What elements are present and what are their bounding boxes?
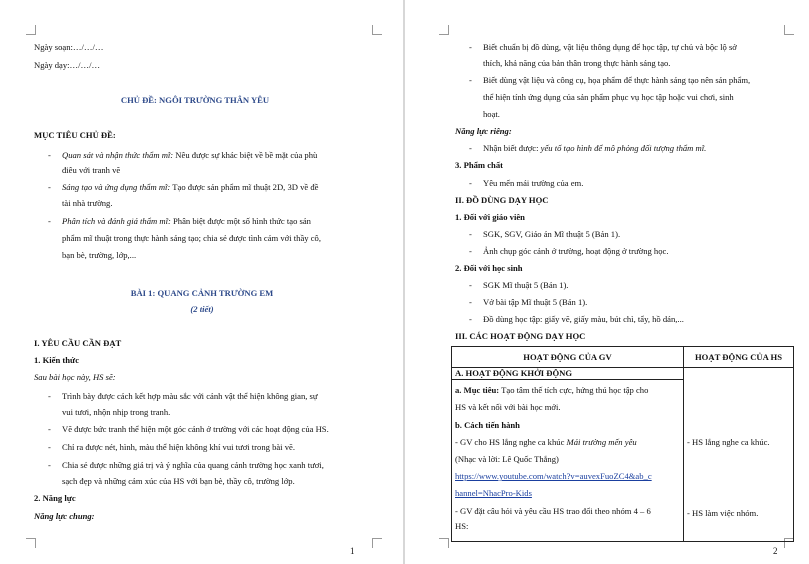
bullet-dash: - [48, 182, 51, 192]
student-material-3: Đồ dùng học tập: giấy vẽ, giấy màu, bút chì, tẩy, hồ dán,... [483, 314, 684, 324]
objective-3-cont2: bạn bè, trường, lớp,... [62, 250, 137, 260]
youtube-link[interactable]: https://www.youtube.com/watch?v=auvexFuoZC4&ab_c [455, 471, 652, 481]
gv-step-1-credit: (Nhạc và lời: Lê Quốc Thắng) [455, 454, 559, 464]
competence-1-cont: thích, khả năng của bản thân trong thực hành sáng tạo. [483, 58, 671, 68]
competence-1: Biết chuẩn bị đồ dùng, vật liệu thông dụng để học tập, tự chủ và bộc lộ sở [483, 42, 737, 52]
procedure-heading: b. Cách tiến hành [455, 420, 520, 430]
bullet-dash: - [469, 297, 472, 307]
competence-2-cont2: hoạt. [483, 109, 500, 119]
after-lesson-intro: Sau bài học này, HS sẽ: [34, 372, 116, 382]
knowledge-3: Chỉ ra được nét, hình, màu thể hiện không khí vui tươi trong bài vẽ. [62, 442, 295, 452]
ngay-soan: Ngày soạn:…/…/… [34, 42, 104, 52]
subsection-qualities: 3. Phẩm chất [455, 160, 503, 170]
subsection-competence: 2. Năng lực [34, 493, 76, 503]
objective-3-cont: phẩm mĩ thuật trong thực hành sáng tạo; chia sẻ được tình cảm với thầy cô, [62, 233, 321, 243]
quality-1: Yêu mến mái trường của em. [483, 178, 584, 188]
bullet-dash: - [469, 143, 472, 153]
bullet-dash: - [48, 424, 51, 434]
crop-mark [26, 25, 36, 35]
section-materials: II. ĐỒ DÙNG DẠY HỌC [455, 195, 549, 205]
page-2 [405, 0, 809, 564]
bullet-dash: - [48, 216, 51, 226]
knowledge-1: Trình bày được cách kết hợp màu sắc với cảnh vật thể hiện không gian, sự [62, 391, 318, 401]
bullet-dash: - [469, 178, 472, 188]
teacher-material-2: Ảnh chụp góc cảnh ở trường, hoạt động ở trường học. [483, 246, 669, 256]
bullet-dash: - [48, 460, 51, 470]
crop-mark [439, 538, 449, 548]
teacher-material-1: SGK, SGV, Giáo án Mĩ thuật 5 (Bản 1). [483, 229, 621, 239]
gv-step-2-cont: HS: [455, 521, 469, 531]
crop-mark [372, 25, 382, 35]
objective-2-cont: tài nhà trường. [62, 198, 113, 208]
ngay-day: Ngày dạy:…/…/… [34, 60, 101, 70]
knowledge-4-cont: sạch đẹp và những cảm xúc của HS với bạn bè, thầy cô, trường lớp. [62, 476, 295, 486]
knowledge-1-cont: vui tươi, nhộn nhịp trong tranh. [62, 407, 171, 417]
warmup-objective: a. Mục tiêu: Tạo tâm thế tích cực, hứng thú học tập cho [455, 385, 649, 395]
objective-1: Quan sát và nhận thức thẩm mĩ: Nêu được sự khác biệt về bề mặt của phù [62, 150, 318, 160]
page-1 [0, 0, 404, 564]
table-header-gv: HOẠT ĐỘNG CỦA GV [451, 346, 684, 368]
topic-title: CHỦ ĐỀ: NGÔI TRƯỜNG THÂN YÊU [120, 95, 270, 105]
crop-mark [784, 25, 794, 35]
general-competence: Năng lực chung: [34, 511, 95, 521]
knowledge-2: Vẽ được bức tranh thể hiện một góc cảnh ở trường với các hoạt động của HS. [62, 424, 329, 434]
hs-step-1: - HS lắng nghe ca khúc. [687, 437, 770, 447]
bullet-dash: - [469, 246, 472, 256]
specific-competence-item: Nhận biết được: yếu tố tạo hình để mô phỏng đối tượng thẩm mĩ. [483, 143, 707, 153]
bullet-dash: - [469, 229, 472, 239]
crop-mark [372, 538, 382, 548]
warmup-objective-cont: HS và kết nối với bài học mới. [455, 402, 561, 412]
section-activities: III. CÁC HOẠT ĐỘNG DẠY HỌC [455, 331, 586, 341]
warmup-heading: A. HOẠT ĐỘNG KHỞI ĐỘNG [455, 368, 573, 378]
bullet-dash: - [48, 391, 51, 401]
section-requirements: I. YÊU CẦU CẦN ĐẠT [34, 338, 122, 348]
table-header-hs: HOẠT ĐỘNG CỦA HS [683, 346, 794, 368]
bullet-dash: - [469, 280, 472, 290]
bullet-dash: - [48, 442, 51, 452]
bullet-dash: - [469, 42, 472, 52]
objectives-heading: MỤC TIÊU CHỦ ĐỀ: [34, 130, 116, 140]
crop-mark [26, 538, 36, 548]
student-material-1: SGK Mĩ thuật 5 (Bản 1). [483, 280, 569, 290]
knowledge-4: Chia sẻ được những giá trị và ý nghĩa của quang cảnh trường học xanh tươi, [62, 460, 324, 470]
crop-mark [439, 25, 449, 35]
hs-step-2: - HS làm việc nhóm. [687, 508, 759, 518]
lesson-duration: (2 tiết) [190, 304, 214, 314]
page-number: 1 [350, 546, 355, 556]
student-material-2: Vở bài tập Mĩ thuật 5 (Bản 1). [483, 297, 588, 307]
bullet-dash: - [469, 314, 472, 324]
subsection-knowledge: 1. Kiến thức [34, 355, 80, 365]
subsection-student: 2. Đối với học sinh [455, 263, 523, 273]
objective-1-cont: điêu với tranh vẽ [62, 165, 121, 175]
gv-step-2: - GV đặt câu hỏi và yêu cầu HS trao đổi theo nhóm 4 – 6 [455, 506, 651, 516]
page-number: 2 [773, 546, 778, 556]
subsection-teacher: 1. Đối với giáo viên [455, 212, 525, 222]
objective-3: Phân tích và đánh giá thẩm mĩ: Phân biệt được một số hình thức tạo sản [62, 216, 311, 226]
objective-2: Sáng tạo và ứng dụng thẩm mĩ: Tạo được sản phẩm mĩ thuật 2D, 3D về đề [62, 182, 319, 192]
competence-2: Biết dùng vật liệu và công cụ, họa phẩm để thực hành sáng tạo nên sản phẩm, [483, 75, 751, 85]
youtube-link-cont[interactable]: hannel=NhacPro-Kids [455, 488, 532, 498]
lesson-title: BÀI 1: QUANG CẢNH TRƯỜNG EM [130, 288, 274, 298]
bullet-dash: - [48, 150, 51, 160]
competence-2-cont: thể hiện tính ứng dụng của sản phẩm phục vụ học tập hoặc vui chơi, sinh [483, 92, 734, 102]
bullet-dash: - [469, 75, 472, 85]
gv-step-1: - GV cho HS lắng nghe ca khúc Mái trường mến yêu [455, 437, 637, 447]
specific-competence: Năng lực riêng: [455, 126, 512, 136]
row-separator [452, 379, 683, 380]
